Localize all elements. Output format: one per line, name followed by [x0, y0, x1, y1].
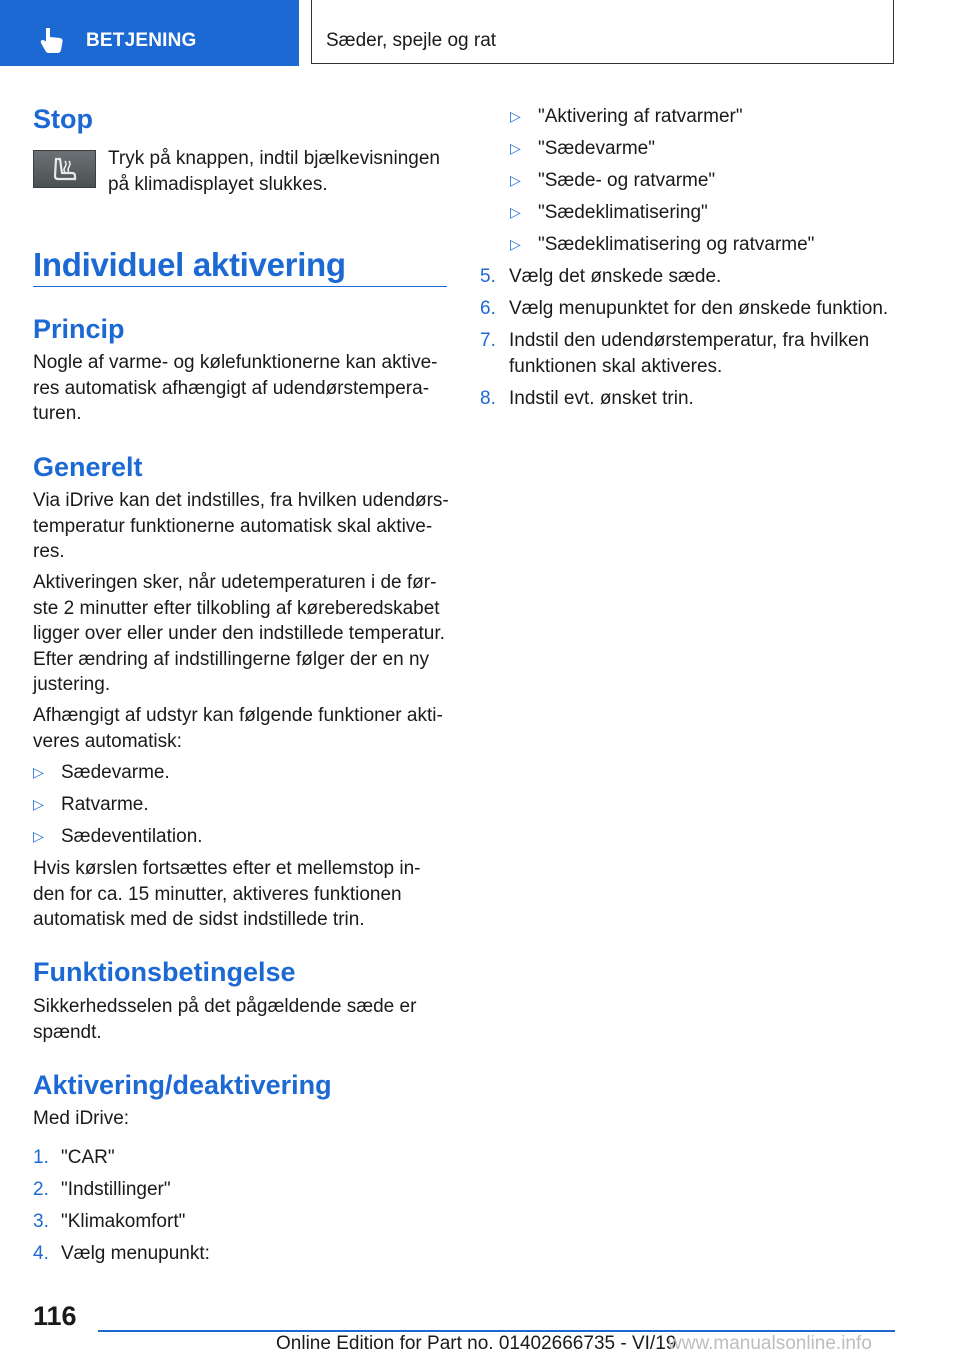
heading-aktivering-deaktivering: Aktivering/deaktivering	[33, 1070, 332, 1100]
step-number: 1.	[33, 1147, 49, 1168]
stop-text: Tryk på knappen, indtil bjælkevisningen på klimadisplayet slukkes.	[108, 148, 440, 195]
generelt-text-4: Hvis kørslen fortsættes efter et mellemstop in- den for ca. 15 minutter, aktiveres funktionen automatisk med de sidst indstillede trin.	[33, 858, 421, 930]
heading-funktionsbetingelse: Funktionsbetingelse	[33, 957, 296, 987]
triangle-bullet-icon: ▷	[510, 236, 521, 252]
aktivering-intro: Med iDrive:	[33, 1108, 130, 1129]
step-number: 7.	[480, 330, 496, 351]
triangle-bullet-icon: ▷	[510, 140, 521, 156]
section-tab[interactable]	[311, 0, 894, 64]
princip-text: Nogle af varme- og kølefunktionerne kan aktive- res automatisk afhængigt af udendørstempera- turen.	[33, 352, 438, 424]
triangle-bullet-icon: ▷	[510, 204, 521, 220]
section-label: Sæder, spejle og rat	[326, 30, 497, 51]
heading-princip: Princip	[33, 314, 125, 344]
footer-rule	[98, 1330, 895, 1332]
step-number: 5.	[480, 266, 496, 287]
step-number: 6.	[480, 298, 496, 319]
seat-heating-icon	[34, 151, 95, 187]
triangle-bullet-icon: ▷	[33, 764, 44, 780]
step-number: 3.	[33, 1211, 49, 1232]
page-number: 116	[33, 1301, 77, 1331]
step-number: 2.	[33, 1179, 49, 1200]
heading-rule	[33, 286, 447, 287]
triangle-bullet-icon: ▷	[510, 108, 521, 124]
generelt-text-1: Via iDrive kan det indstilles, fra hvilken udendørs- temperatur funktionerne automatisk skal aktive- res.	[33, 490, 449, 562]
hand-pointer-icon	[38, 26, 66, 54]
triangle-bullet-icon: ▷	[33, 828, 44, 844]
heading-individuel-aktivering: Individuel aktivering	[33, 246, 346, 283]
heading-generelt: Generelt	[33, 452, 143, 482]
seat-heating-button-image	[33, 150, 96, 188]
generelt-text-2: Aktiveringen sker, når udetemperaturen i de før- ste 2 minutter efter tilkobling af køreberedskabet ligger over eller under den indstillede temperatur. Efter ændring af indstillingerne følger der en ny justering.	[33, 572, 445, 695]
chapter-label: BETJENING	[86, 30, 197, 51]
triangle-bullet-icon: ▷	[510, 172, 521, 188]
watermark: www.manualsonline.info	[668, 1333, 872, 1354]
triangle-bullet-icon: ▷	[33, 796, 44, 812]
step-number: 4.	[33, 1243, 49, 1264]
generelt-text-3: Afhængigt af udstyr kan følgende funktioner akti- veres automatisk:	[33, 705, 443, 752]
funktionsbetingelse-text: Sikkerhedsselen på det pågældende sæde er spændt.	[33, 996, 417, 1043]
step-number: 8.	[480, 388, 496, 409]
chapter-tab[interactable]	[0, 0, 299, 66]
heading-stop: Stop	[33, 104, 93, 134]
page-header	[0, 0, 960, 66]
edition-text: Online Edition for Part no. 01402666735 - VI/19	[276, 1333, 677, 1354]
